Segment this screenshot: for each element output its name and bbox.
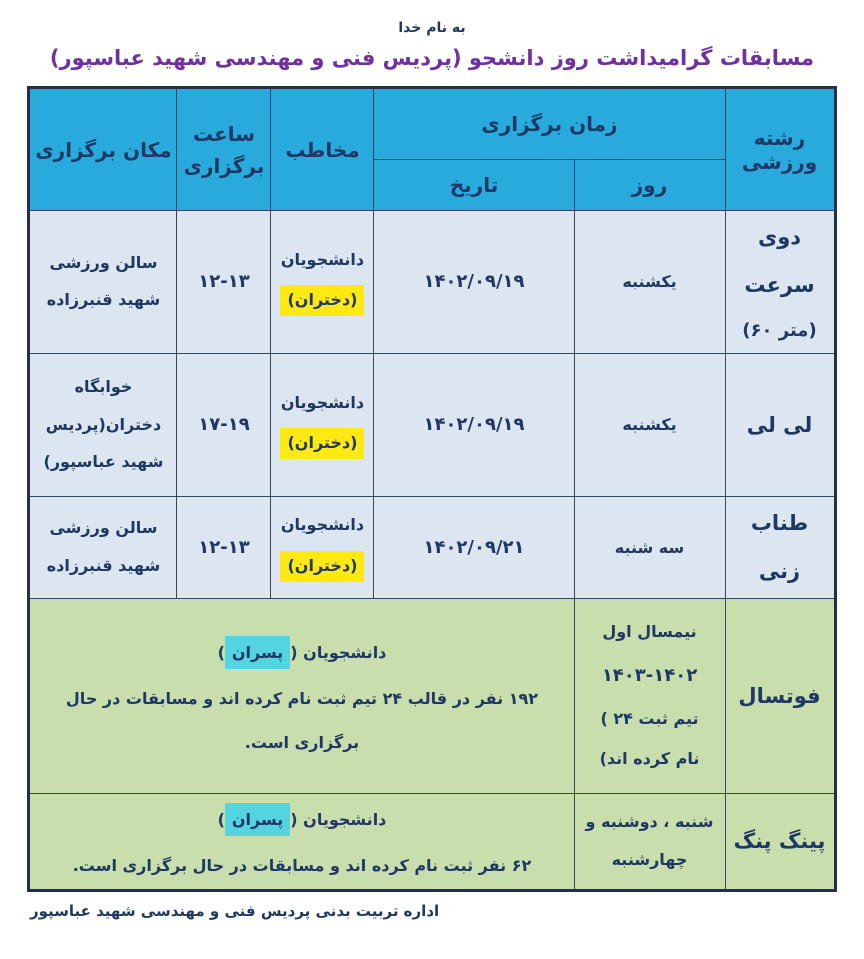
cell-hour: ۱۲-۱۳ <box>177 211 271 354</box>
header-row-main <box>29 88 835 160</box>
audience-highlight: پسران <box>225 803 290 836</box>
table-header <box>29 88 835 211</box>
header-hour <box>177 88 271 211</box>
cell-sport: لی لی <box>725 353 835 496</box>
header-hour-line2: برگزاری <box>183 153 265 178</box>
audience-highlight: (دختران) <box>280 428 364 459</box>
table-row <box>29 793 835 890</box>
cell-day: یکشنبه <box>574 353 725 496</box>
cell-date: ۱۴۰۲/۰۹/۱۹ <box>374 211 574 354</box>
audience-highlight: (دختران) <box>280 285 364 316</box>
cell-sport: طناب زنی <box>725 496 835 598</box>
audience-highlight: (دختران) <box>280 551 364 582</box>
cell-date: ۱۴۰۲/۰۹/۱۹ <box>374 353 574 496</box>
cell-audience: دانشجویان (دختران) <box>271 211 374 354</box>
header-audience: مخاطب <box>271 88 374 211</box>
cell-day: شنبه ، دوشنبه و چهارشنبه <box>574 793 725 890</box>
cell-sport: فوتسال <box>725 598 835 793</box>
table-row <box>29 211 835 354</box>
cell-location: سالن ورزشی شهید قنبرزاده <box>29 211 177 354</box>
cell-audience: دانشجویان (دختران) <box>271 353 374 496</box>
cell-audience: دانشجویان (دختران) <box>271 496 374 598</box>
competitions-table <box>27 86 836 892</box>
cell-location: سالن ورزشی شهید قنبرزاده <box>29 496 177 598</box>
header-location: مکان برگزاری <box>29 88 177 211</box>
table-row <box>29 496 835 598</box>
cell-sport: دوی سرعت (۶۰ متر) <box>725 211 835 354</box>
footer-text: اداره تربیت بدنی پردیس فنی و مهندسی شهید عباسپور <box>30 901 440 920</box>
audience-highlight: پسران <box>225 636 290 669</box>
header-sport: رشته ورزشی <box>725 88 835 211</box>
bismillah-text: به نام خدا <box>398 20 466 36</box>
cell-hour: ۱۲-۱۳ <box>177 496 271 598</box>
header-time-group: زمان برگزاری <box>374 88 725 160</box>
cell-hour: ۱۷-۱۹ <box>177 353 271 496</box>
cell-day: یکشنبه <box>574 211 725 354</box>
header-date: تاریخ <box>374 160 574 211</box>
cell-description: دانشجویان (پسران) ۶۲ نفر ثبت نام کرده اند و مسابقات در حال برگزاری است. <box>29 793 574 890</box>
header-hour-line1: ساعت <box>192 121 255 146</box>
cell-date: ۱۴۰۲/۰۹/۲۱ <box>374 496 574 598</box>
cell-sport: پینگ پنگ <box>725 793 835 890</box>
page-title: مسابقات گرامیداشت روز دانشجو (پردیس فنی و مهندسی شهید عباسپور) <box>49 46 815 70</box>
header-day: روز <box>574 160 725 211</box>
cell-location: خوابگاه دختران(پردیس شهید عباسپور) <box>29 353 177 496</box>
cell-day: نیمسال اول ۱۴۰۳-۱۴۰۲ ( ۲۴ تیم ثبت نام کرده اند) <box>574 598 725 793</box>
table-row <box>29 353 835 496</box>
cell-day: سه شنبه <box>574 496 725 598</box>
cell-description: دانشجویان (پسران) ۱۹۲ نفر در قالب ۲۴ تیم ثبت نام کرده اند و مسابقات در حال برگزاری است. <box>29 598 574 793</box>
table-row <box>29 598 835 793</box>
